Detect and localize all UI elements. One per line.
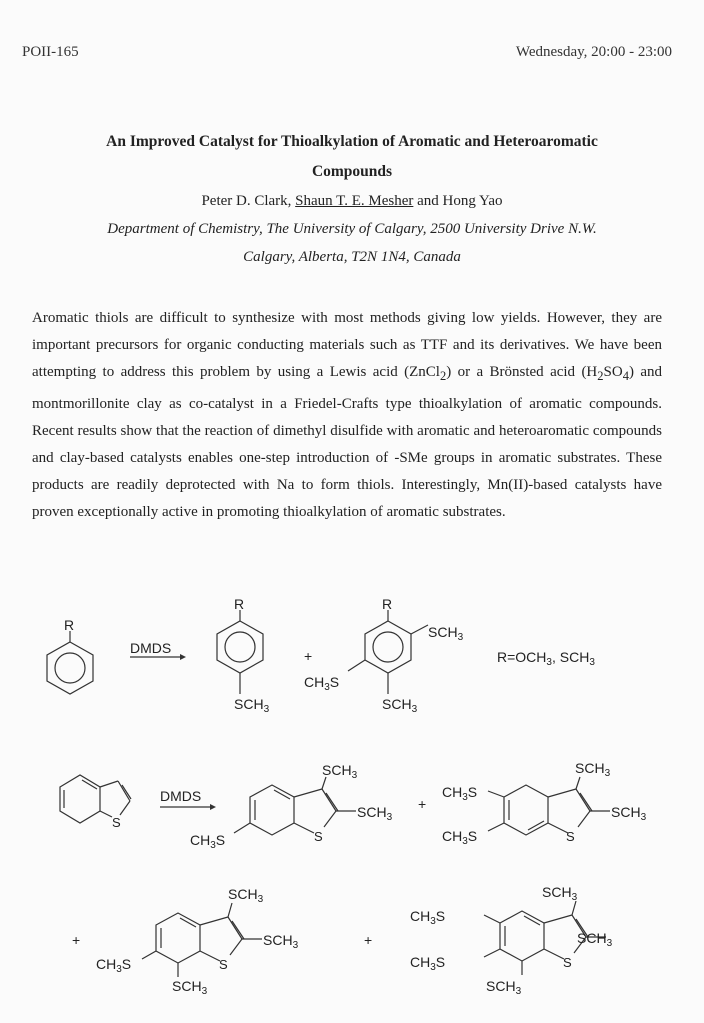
reaction-scheme-1 (0, 595, 704, 725)
sulfur-atom: S (219, 957, 228, 972)
abstract-text-1: Aromatic thiols are difficult to synthesize with most methods giving low yields. However, they are important precursors for organic conducting materials such as TTF and its derivatives. We have been attempting to address this problem by using a Lewis acid (ZnCl (32, 310, 662, 381)
reaction-arrow-2 (160, 788, 216, 810)
author-clark: Peter D. Clark, (201, 193, 296, 209)
substituent-r: R (382, 596, 393, 612)
product-pentakis-sch3 (410, 884, 613, 997)
ch3s-label: $CH_3S$ (190, 832, 226, 851)
author-rest: and Hong Yao (413, 193, 503, 209)
sch3-label: $SCH_3$ (542, 884, 578, 903)
sulfur-atom: S (112, 815, 121, 830)
author-list (0, 193, 704, 210)
paper-title-line2: Compounds (311, 163, 393, 180)
poster-code: POII-165 (22, 44, 79, 60)
abstract-paragraph (32, 305, 662, 527)
product-2-3-5-6-tetrakis-sch3 (442, 760, 647, 847)
arrow-head-icon (210, 804, 216, 810)
ch3s-label: $CH_3S$ (96, 956, 132, 975)
reagent-label: DMDS (160, 788, 202, 804)
presenting-author: Shaun T. E. Mesher (295, 193, 414, 209)
sch3-label: $SCH_3$ (486, 978, 522, 997)
plus-sign: + (72, 932, 81, 948)
reaction-scheme-2 (0, 755, 704, 1023)
sch3-label: $SCH_3$ (234, 696, 270, 715)
reactant-benzene (47, 617, 93, 694)
sch3-label: $SCH_3$ (172, 978, 208, 997)
sulfur-atom: S (314, 829, 323, 844)
plus-sign: + (304, 648, 313, 664)
subscript: 2 (439, 369, 447, 384)
product-tris-sch3 (304, 596, 464, 715)
product-2-3-6-7-tetrakis-sch3 (96, 886, 299, 997)
ch3s-label: $CH_3S$ (410, 954, 446, 973)
sulfur-atom: S (566, 829, 575, 844)
ch3s-label: $CH_3S$ (410, 908, 446, 927)
ch3s-label: $CH_3S$ (442, 784, 478, 803)
product-2-3-6-tris-sch3 (190, 762, 393, 851)
sch3-label: $SCH_3$ (322, 762, 358, 781)
session-time: Wednesday, 20:00 - 23:00 (515, 44, 672, 60)
subscript: 4 (622, 369, 629, 384)
sch3-label: $SCH_3$ (357, 804, 393, 823)
r-definition: $R=OCH_3$, $SCH_3$ (497, 649, 595, 668)
substituent-r: R (64, 617, 75, 633)
ch3s-label: $CH_3S$ (442, 828, 478, 847)
plus-sign: + (364, 932, 373, 948)
sch3-label: $SCH_3$ (577, 930, 613, 949)
sch3-label: $SCH_3$ (611, 804, 647, 823)
sch3-label: $SCH_3$ (428, 624, 464, 643)
substituent-r: R (234, 596, 245, 612)
sch3-label: $SCH_3$ (575, 760, 611, 779)
reaction-arrow-1 (130, 640, 186, 660)
reactant-benzothiophene (60, 775, 131, 830)
product-para-sch3 (217, 596, 270, 715)
abstract-text-3: SO (603, 364, 623, 381)
abstract (32, 305, 662, 527)
paper-title-line1: An Improved Catalyst for Thioalkylation of Aromatic and Heteroaromatic (106, 133, 598, 150)
ch3s-label: $CH_3S$ (304, 674, 340, 693)
sch3-label: $SCH_3$ (263, 932, 299, 951)
arrow-head-icon (180, 654, 186, 660)
affiliation-line1: Department of Chemistry, The University of Calgary, 2500 University Drive N.W. (107, 221, 597, 237)
sulfur-atom: S (563, 955, 572, 970)
sch3-label: $SCH_3$ (382, 696, 418, 715)
plus-sign: + (418, 796, 427, 812)
reagent-label: DMDS (130, 640, 172, 656)
abstract-text-4: ) and montmorillonite clay as co-catalyst in a Friedel-Crafts type thioalkylation of aromatic compounds. Recent results show that the reaction of dimethyl disulfide with aromatic and heteroaromatic compounds and clay-based catalysts enables one-step introduction of -SMe groups in aromatic substrates. These products are readily deprotected with Na to form thiols. Interestingly, Mn(II)-based catalysts have proven exceptionally active in promoting thioalkylation of aromatic substrates. (32, 364, 663, 521)
sch3-label: $SCH_3$ (228, 886, 264, 905)
subscript: 2 (597, 369, 604, 384)
abstract-text-2: ) or a Brönsted acid (H (446, 364, 598, 381)
affiliation-line2: Calgary, Alberta, T2N 1N4, Canada (243, 249, 461, 265)
